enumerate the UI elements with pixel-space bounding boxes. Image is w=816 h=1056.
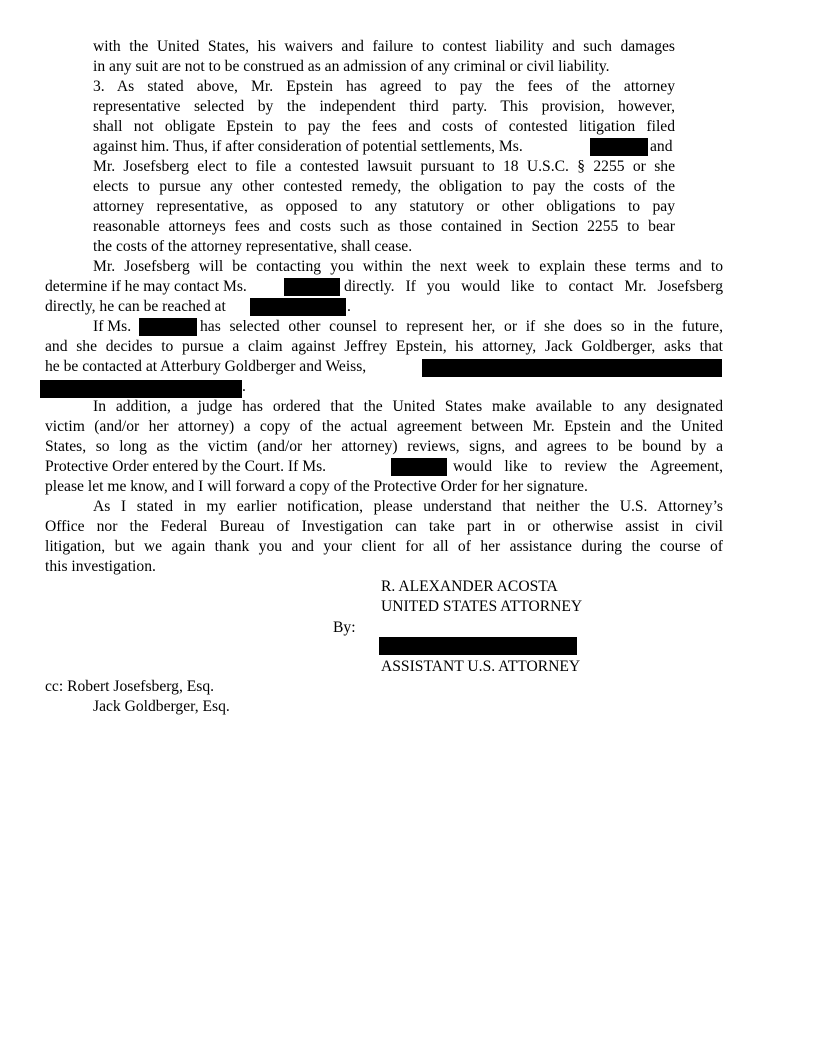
body-line: If Ms.	[93, 318, 132, 335]
body-line: attorney representative, as opposed to any statutory or other obligations to pay	[93, 198, 675, 215]
body-line: Office nor the Federal Bureau of Investigation can take part in or otherwise assist in civil	[45, 518, 723, 535]
signatory-title: UNITED STATES ATTORNEY	[381, 598, 583, 615]
body-line: has selected other counsel to represent her, or if she does so in the future,	[200, 318, 723, 335]
redaction-block	[391, 458, 447, 476]
redaction-block	[590, 138, 648, 156]
redaction-block	[40, 380, 242, 398]
signature-redaction	[379, 637, 577, 655]
body-line: would like to review the Agreement,	[453, 458, 723, 475]
cc-line: Jack Goldberger, Esq.	[93, 698, 230, 715]
body-line: against him. Thus, if after consideration of potential settlements, Ms.	[93, 138, 523, 155]
by-label: By:	[333, 619, 356, 636]
redaction-block	[250, 298, 346, 316]
body-line: reasonable attorneys fees and costs such as those contained in Section 2255 to bear	[93, 218, 675, 235]
body-line: Mr. Josefsberg elect to file a contested lawsuit pursuant to 18 U.S.C. § 2255 or she	[93, 158, 675, 175]
body-line: please let me know, and I will forward a copy of the Protective Order for her signature.	[45, 478, 588, 495]
cc-line: cc: Robert Josefsberg, Esq.	[45, 678, 215, 695]
body-line: shall not obligate Epstein to pay the fees and costs of contested litigation filed	[93, 118, 675, 135]
body-line: victim (and/or her attorney) a copy of the actual agreement between Mr. Epstein and the United	[45, 418, 723, 435]
redaction-block	[422, 359, 722, 377]
body-line: Mr. Josefsberg will be contacting you within the next week to explain these terms and to	[93, 258, 723, 275]
body-line: and she decides to pursue a claim against Jeffrey Epstein, his attorney, Jack Goldberger, asks that	[45, 338, 723, 355]
signer-title: ASSISTANT U.S. ATTORNEY	[381, 658, 581, 675]
body-line: .	[347, 298, 351, 315]
body-line: this investigation.	[45, 558, 156, 575]
body-line: directly, he can be reached at	[45, 298, 226, 315]
body-line: he be contacted at Atterbury Goldberger and Weiss,	[45, 358, 367, 375]
body-line: 3. As stated above, Mr. Epstein has agreed to pay the fees of the attorney	[93, 78, 675, 95]
body-line: with the United States, his waivers and failure to contest liability and such damages	[93, 38, 675, 55]
body-line: As I stated in my earlier notification, please understand that neither the U.S. Attorney’s	[93, 498, 723, 515]
body-line: litigation, but we again thank you and your client for all of her assistance during the course of	[45, 538, 723, 555]
body-line: directly. If you would like to contact Mr. Josefsberg	[344, 278, 723, 295]
body-line: .	[242, 378, 246, 395]
body-line: In addition, a judge has ordered that the United States make available to any designated	[93, 398, 723, 415]
body-line: the costs of the attorney representative, shall cease.	[93, 238, 413, 255]
body-line: elects to pursue any other contested remedy, the obligation to pay the costs of the	[93, 178, 675, 195]
redaction-block	[284, 278, 340, 296]
body-line: and	[650, 138, 673, 155]
body-line: in any suit are not to be construed as an admission of any criminal or civil liability.	[93, 58, 610, 75]
body-line: States, so long as the victim (and/or her attorney) reviews, signs, and agrees to be bound by a	[45, 438, 723, 455]
redaction-block	[139, 318, 197, 336]
signatory-name: R. ALEXANDER ACOSTA	[381, 578, 558, 595]
body-line: representative selected by the independent third party. This provision, however,	[93, 98, 675, 115]
body-line: Protective Order entered by the Court. If Ms.	[45, 458, 327, 475]
body-line: determine if he may contact Ms.	[45, 278, 247, 295]
